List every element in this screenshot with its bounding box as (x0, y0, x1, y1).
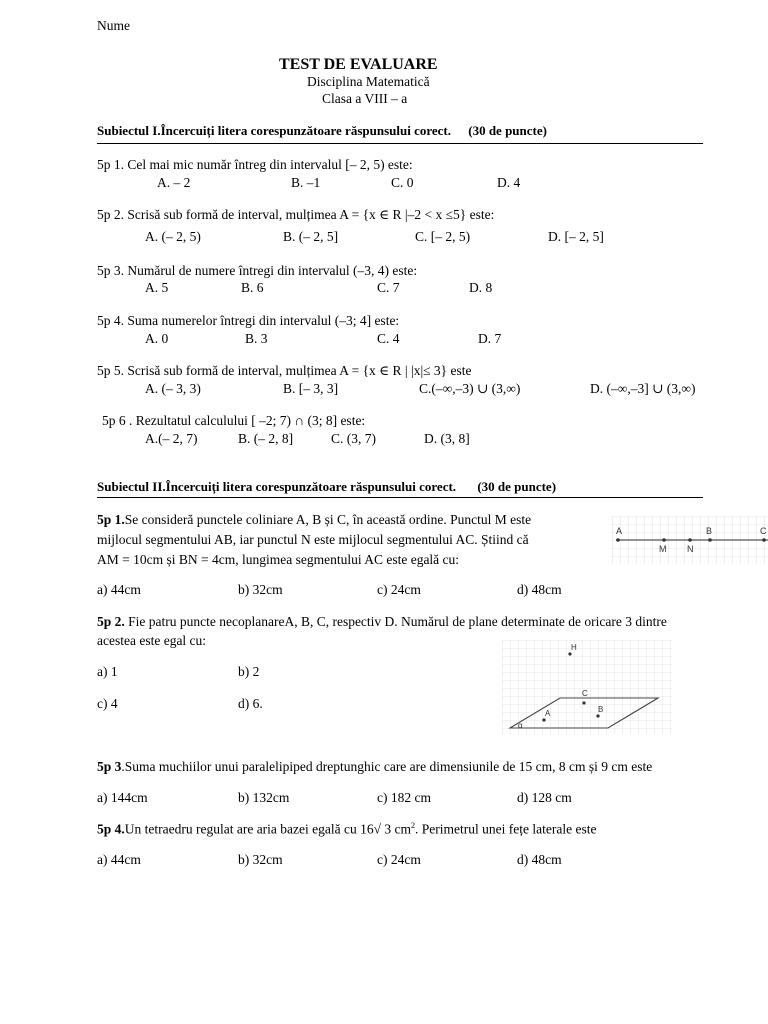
s1-q2-option-b[interactable]: B. (– 2, 5] (283, 229, 339, 244)
s1-q3-option-c[interactable]: C. 7 (377, 280, 400, 295)
section1-heading (97, 123, 547, 139)
s2-q2-line2: acestea este egal cu: (97, 633, 207, 648)
s1-q6-option-a[interactable]: A.(– 2, 7) (145, 431, 198, 446)
s1-q3-option-a[interactable]: A. 5 (145, 280, 169, 295)
s2-q2-line1 (97, 614, 667, 630)
s1-q5-option-b[interactable]: B. [– 3, 3] (283, 381, 339, 396)
s1-q5-text: 5p 5. Scrisă sub formă de interval, mulțimea A = {x ∈ R | |x|≤ 3} este (97, 363, 472, 378)
s2-q3-option-d[interactable]: d) 128 cm (517, 790, 572, 805)
s2-q4-option-c[interactable]: c) 24cm (377, 852, 421, 867)
s2-q4-text-after: . Perimetrul unei fețe laterale este (415, 821, 597, 837)
section1-rule (97, 143, 703, 144)
s2-q1-option-b[interactable]: b) 32cm (238, 582, 283, 597)
s1-q1-option-d[interactable]: D. 4 (497, 175, 521, 190)
fig1-label-c: C (760, 526, 767, 536)
s1-q1-option-c[interactable]: C. 0 (391, 175, 414, 190)
fig1-label-a: A (616, 526, 623, 536)
s2-q4-option-d[interactable]: d) 48cm (517, 852, 562, 867)
section2-heading-text: Subiectul II.Încercuiți litera corespunzătoare răspunsului corect. (97, 479, 457, 494)
s2-q4-sup: 2 (411, 821, 416, 830)
class-label: Clasa a VIII – a (322, 91, 408, 106)
fig1-label-b: B (706, 526, 713, 536)
s2-q4-label: 5p 4. (97, 821, 125, 837)
s1-q1-text: 5p 1. Cel mai mic număr întreg din intervalul [– 2, 5) este: (97, 157, 413, 172)
s1-q2-option-d[interactable]: D. [– 2, 5] (548, 229, 604, 244)
s2-q3-label: 5p 3 (97, 759, 122, 774)
s1-q3-option-d[interactable]: D. 8 (469, 280, 493, 295)
plane-points-figure (502, 640, 672, 734)
s2-q1-option-a[interactable]: a) 44cm (97, 582, 141, 597)
s1-q3-text: 5p 3. Numărul de numere întregi din intervalul (–3, 4) este: (97, 263, 418, 278)
fig2-label-b: B (598, 705, 604, 714)
s2-q1-text1: Se consideră punctele coliniare A, B și C, în această ordine. Punctul M este (124, 512, 532, 527)
s2-q1-line2: mijlocul segmentului AB, iar punctul N este mijlocul segmentului AC. Știind că (97, 532, 529, 547)
s1-q2-option-c[interactable]: C. [– 2, 5) (415, 229, 471, 244)
s2-q2-option-a[interactable]: a) 1 (97, 664, 118, 679)
s2-q2-option-d[interactable]: d) 6. (238, 696, 263, 711)
s1-q6-option-c[interactable]: C. (3, 7) (331, 431, 376, 446)
test-title: TEST DE EVALUARE (279, 56, 438, 73)
name-label: Nume (97, 18, 130, 33)
s2-q3-line (97, 759, 652, 775)
section2-heading (97, 479, 556, 495)
section2-points: (30 de puncte) (477, 479, 557, 494)
s2-q4-line (97, 821, 596, 838)
section1-heading-text: Subiectul I.Încercuiți litera corespunzătoare răspunsului corect. (97, 123, 451, 138)
section2-rule (97, 497, 703, 498)
s2-q4-text-before: Un tetraedru regulat are aria bazei egală cu 16√ 3 cm (124, 821, 412, 837)
s1-q4-text: 5p 4. Suma numerelor întregi din intervalul (–3; 4] este: (97, 313, 400, 328)
s1-q4-option-c[interactable]: C. 4 (377, 331, 400, 346)
s2-q2-text1: Fie patru puncte necoplanareA, B, C, respectiv D. Numărul de plane determinate de oricare 3 dintre (124, 614, 667, 629)
s2-q3-option-a[interactable]: a) 144cm (97, 790, 148, 805)
s2-q2-option-c[interactable]: c) 4 (97, 696, 118, 711)
s2-q1-line1 (97, 512, 531, 528)
s2-q3-option-c[interactable]: c) 182 cm (377, 790, 431, 805)
discipline: Disciplina Matematică (307, 74, 430, 89)
s1-q3-option-b[interactable]: B. 6 (241, 280, 264, 295)
fig2-label-h: H (571, 643, 577, 652)
s2-q1-option-c[interactable]: c) 24cm (377, 582, 421, 597)
s1-q2-text: 5p 2. Scrisă sub formă de interval, mulțimea A = {x ∈ R |–2 < x ≤5} este: (97, 207, 495, 222)
s2-q1-line3: AM = 10cm și BN = 4cm, lungimea segmentului AC este egală cu: (97, 552, 460, 567)
section1-points: (30 de puncte) (468, 123, 547, 138)
fig2-label-a: A (545, 709, 551, 718)
s1-q6-text: 5p 6 . Rezultatul calculului [ –2; 7) ∩ (3; 8] este: (102, 413, 366, 428)
fig2-label-c: C (582, 689, 588, 698)
s1-q5-option-c[interactable]: C.(–∞,–3) ∪ (3,∞) (419, 381, 521, 396)
s2-q3-text: .Suma muchiilor unui paralelipiped dreptunghic care are dimensiunile de 15 cm, 8 cm și 9 cm este (121, 759, 653, 774)
fig1-label-m: M (659, 544, 667, 554)
s2-q1-label: 5p 1. (97, 512, 125, 527)
s2-q3-option-b[interactable]: b) 132cm (238, 790, 290, 805)
s2-q4-option-a[interactable]: a) 44cm (97, 852, 141, 867)
s2-q4-option-b[interactable]: b) 32cm (238, 852, 283, 867)
fig2-label-alpha: α (518, 721, 523, 730)
s1-q6-option-b[interactable]: B. (– 2, 8] (238, 431, 294, 446)
s1-q5-option-a[interactable]: A. (– 3, 3) (145, 381, 201, 396)
s1-q5-option-d[interactable]: D. (–∞,–3] ∪ (3,∞) (590, 381, 696, 396)
s2-q1-option-d[interactable]: d) 48cm (517, 582, 562, 597)
s1-q1-option-b[interactable]: B. –1 (291, 175, 321, 190)
s1-q2-option-a[interactable]: A. (– 2, 5) (145, 229, 201, 244)
s2-q2-label: 5p 2. (97, 614, 125, 629)
collinear-points-figure (612, 516, 768, 564)
s2-q2-option-b[interactable]: b) 2 (238, 664, 260, 679)
s1-q4-option-d[interactable]: D. 7 (478, 331, 502, 346)
s1-q1-option-a[interactable]: A. – 2 (157, 175, 191, 190)
s1-q4-option-b[interactable]: B. 3 (245, 331, 268, 346)
s1-q6-option-d[interactable]: D. (3, 8] (424, 431, 470, 446)
fig1-label-n: N (687, 544, 694, 554)
s1-q4-option-a[interactable]: A. 0 (145, 331, 169, 346)
